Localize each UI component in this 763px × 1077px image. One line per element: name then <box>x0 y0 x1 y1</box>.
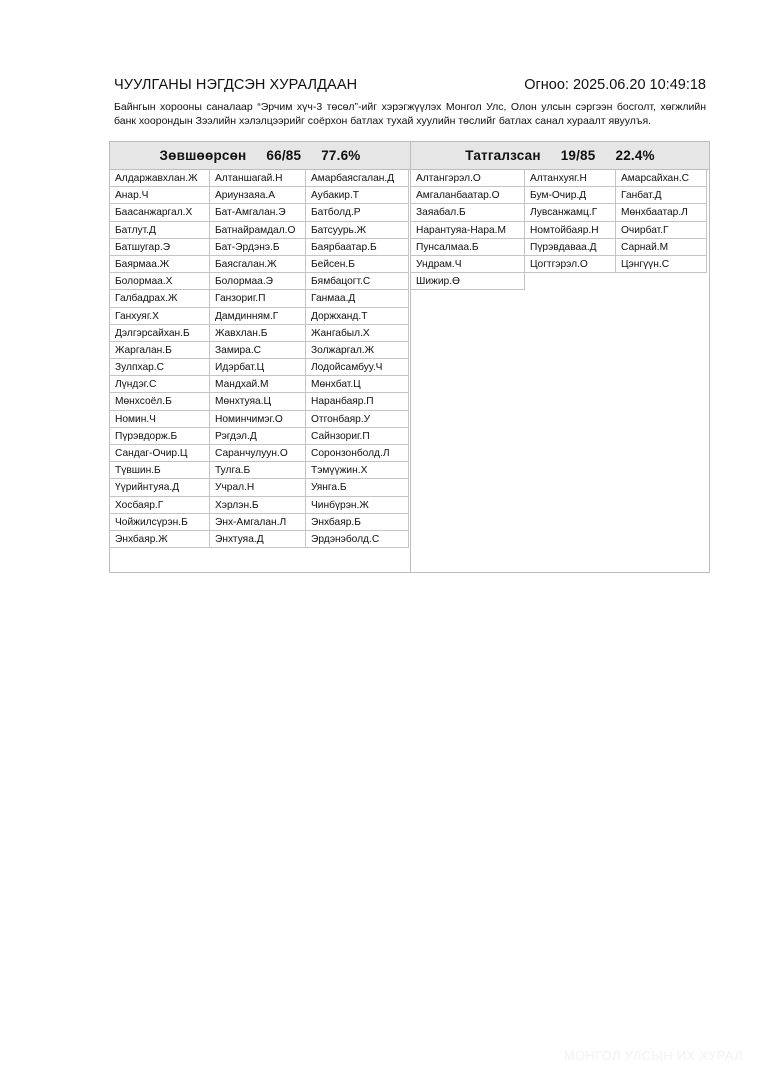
name-cell: Алдаржавхлан.Ж <box>110 170 210 187</box>
name-cell: Амарсайхан.С <box>616 170 707 187</box>
footer-watermark: МОНГОЛ УЛСЫН ИХ ХУРАЛ <box>563 1048 743 1063</box>
page-title: ЧУУЛГАНЫ НЭГДСЭН ХУРАЛДААН <box>114 77 358 93</box>
name-cell: Алтаншагай.Н <box>210 170 306 187</box>
rejected-count: 19/85 <box>560 148 596 163</box>
name-cell: Аубакир.Т <box>306 187 409 204</box>
name-cell: Батнайрамдал.О <box>210 222 306 239</box>
name-cell: Энхбаяр.Б <box>306 514 409 531</box>
name-cell: Мандхай.М <box>210 376 306 393</box>
name-cell: Алтангэрэл.О <box>411 170 525 187</box>
rejected-label: Татгалзсан <box>465 148 541 163</box>
name-cell: Номин.Ч <box>110 411 210 428</box>
name-cell: Заяабал.Б <box>411 204 525 221</box>
name-cell: Түвшин.Б <box>110 462 210 479</box>
name-cell: Наранбаяр.П <box>306 393 409 410</box>
date-label: Огноо: 2025.06.20 10:49:18 <box>524 77 706 93</box>
name-cell: Галбадрах.Ж <box>110 290 210 307</box>
header <box>114 77 706 97</box>
name-cell: Пүрэвдорж.Б <box>110 428 210 445</box>
name-cell: Цогтгэрэл.О <box>525 256 616 273</box>
name-cell: Бат-Эрдэнэ.Б <box>210 239 306 256</box>
name-cell: Тэмүүжин.Х <box>306 462 409 479</box>
name-cell: Тулга.Б <box>210 462 306 479</box>
name-cell: Золжаргал.Ж <box>306 342 409 359</box>
name-cell: Амгаланбаатар.О <box>411 187 525 204</box>
name-cell: Пүрэвдаваа.Д <box>525 239 616 256</box>
name-cell: Жангабыл.Х <box>306 325 409 342</box>
rejected-header <box>411 142 709 170</box>
name-cell: Пунсалмаа.Б <box>411 239 525 256</box>
name-cell: Ганмаа.Д <box>306 290 409 307</box>
name-cell: Бат-Амгалан.Э <box>210 204 306 221</box>
name-cell: Баясгалан.Ж <box>210 256 306 273</box>
name-cell: Уянга.Б <box>306 479 409 496</box>
name-cell: Энхбаяр.Ж <box>110 531 210 548</box>
name-cell: Энхтуяа.Д <box>210 531 306 548</box>
name-cell: Батболд.Р <box>306 204 409 221</box>
name-cell: Шижир.Ө <box>411 273 525 290</box>
name-cell: Үүрийнтуяа.Д <box>110 479 210 496</box>
name-cell: Цэнгүүн.С <box>616 256 707 273</box>
name-cell: Амарбаясгалан.Д <box>306 170 409 187</box>
name-cell: Болормаа.Э <box>210 273 306 290</box>
description: Байнгын хорооны саналаар “Эрчим хүч-3 төсөл”-ийг хэрэгжүүлэх Монгол Улс, Олон улсын сэргээн босголт, хөгжлийн банк хоорондын Зээлийн хэлэлцээрийг соёрхон батлах тухай хуулийн төслийг батлах санал хураалт явуулъя. <box>114 101 706 127</box>
name-cell: Ундрам.Ч <box>411 256 525 273</box>
name-cell: Бум-Очир.Д <box>525 187 616 204</box>
approved-count: 66/85 <box>266 148 302 163</box>
approved-block <box>109 141 411 573</box>
name-cell: Дамдинням.Г <box>210 308 306 325</box>
name-cell: Лувсанжамц.Г <box>525 204 616 221</box>
name-cell: Зулпхар.С <box>110 359 210 376</box>
name-cell: Чинбүрэн.Ж <box>306 497 409 514</box>
name-cell: Батсуурь.Ж <box>306 222 409 239</box>
name-cell: Баасанжаргал.Х <box>110 204 210 221</box>
name-cell: Рэгдэл.Д <box>210 428 306 445</box>
name-cell: Чойжилсүрэн.Б <box>110 514 210 531</box>
rejected-block <box>410 141 710 573</box>
name-cell: Баярбаатар.Б <box>306 239 409 256</box>
name-cell: Сайнзориг.П <box>306 428 409 445</box>
name-cell: Дэлгэрсайхан.Б <box>110 325 210 342</box>
name-cell: Идэрбат.Ц <box>210 359 306 376</box>
name-cell: Анар.Ч <box>110 187 210 204</box>
name-cell: Мөнхсоёл.Б <box>110 393 210 410</box>
name-cell: Баярмаа.Ж <box>110 256 210 273</box>
name-cell: Номтойбаяр.Н <box>525 222 616 239</box>
name-cell: Бейсен.Б <box>306 256 409 273</box>
name-cell: Отгонбаяр.У <box>306 411 409 428</box>
approved-percent: 77.6% <box>321 148 361 163</box>
name-cell: Очирбат.Г <box>616 222 707 239</box>
name-cell: Мөнхтуяа.Ц <box>210 393 306 410</box>
rejected-percent: 22.4% <box>615 148 655 163</box>
name-cell: Хосбаяр.Г <box>110 497 210 514</box>
name-cell: Ганзориг.П <box>210 290 306 307</box>
name-cell: Эрдэнэболд.С <box>306 531 409 548</box>
name-cell: Батлут.Д <box>110 222 210 239</box>
approved-header <box>110 142 410 170</box>
approved-names-grid <box>110 170 410 548</box>
name-cell: Соронзонболд.Л <box>306 445 409 462</box>
name-cell: Номинчимэг.О <box>210 411 306 428</box>
name-cell: Сандаг-Очир.Ц <box>110 445 210 462</box>
name-cell: Жаргалан.Б <box>110 342 210 359</box>
name-cell: Учрал.Н <box>210 479 306 496</box>
name-cell: Ганбат.Д <box>616 187 707 204</box>
name-cell: Замира.С <box>210 342 306 359</box>
name-cell: Жавхлан.Б <box>210 325 306 342</box>
name-cell: Нарантуяа-Нара.М <box>411 222 525 239</box>
name-cell: Болормаа.Х <box>110 273 210 290</box>
name-cell: Саранчулуун.О <box>210 445 306 462</box>
name-cell: Лүндэг.С <box>110 376 210 393</box>
name-cell: Алтанхуяг.Н <box>525 170 616 187</box>
approved-label: Зөвшөөрсөн <box>159 148 247 163</box>
name-cell: Бямбацогт.С <box>306 273 409 290</box>
name-cell: Энх-Амгалан.Л <box>210 514 306 531</box>
name-cell: Доржханд.Т <box>306 308 409 325</box>
name-cell: Ариунзаяа.А <box>210 187 306 204</box>
rejected-names-grid <box>411 170 709 290</box>
name-cell: Лодойсамбуу.Ч <box>306 359 409 376</box>
name-cell: Сарнай.М <box>616 239 707 256</box>
name-cell: Мөнхбат.Ц <box>306 376 409 393</box>
name-cell: Хэрлэн.Б <box>210 497 306 514</box>
name-cell: Мөнхбаатар.Л <box>616 204 707 221</box>
name-cell: Батшугар.Э <box>110 239 210 256</box>
name-cell: Ганхуяг.Х <box>110 308 210 325</box>
